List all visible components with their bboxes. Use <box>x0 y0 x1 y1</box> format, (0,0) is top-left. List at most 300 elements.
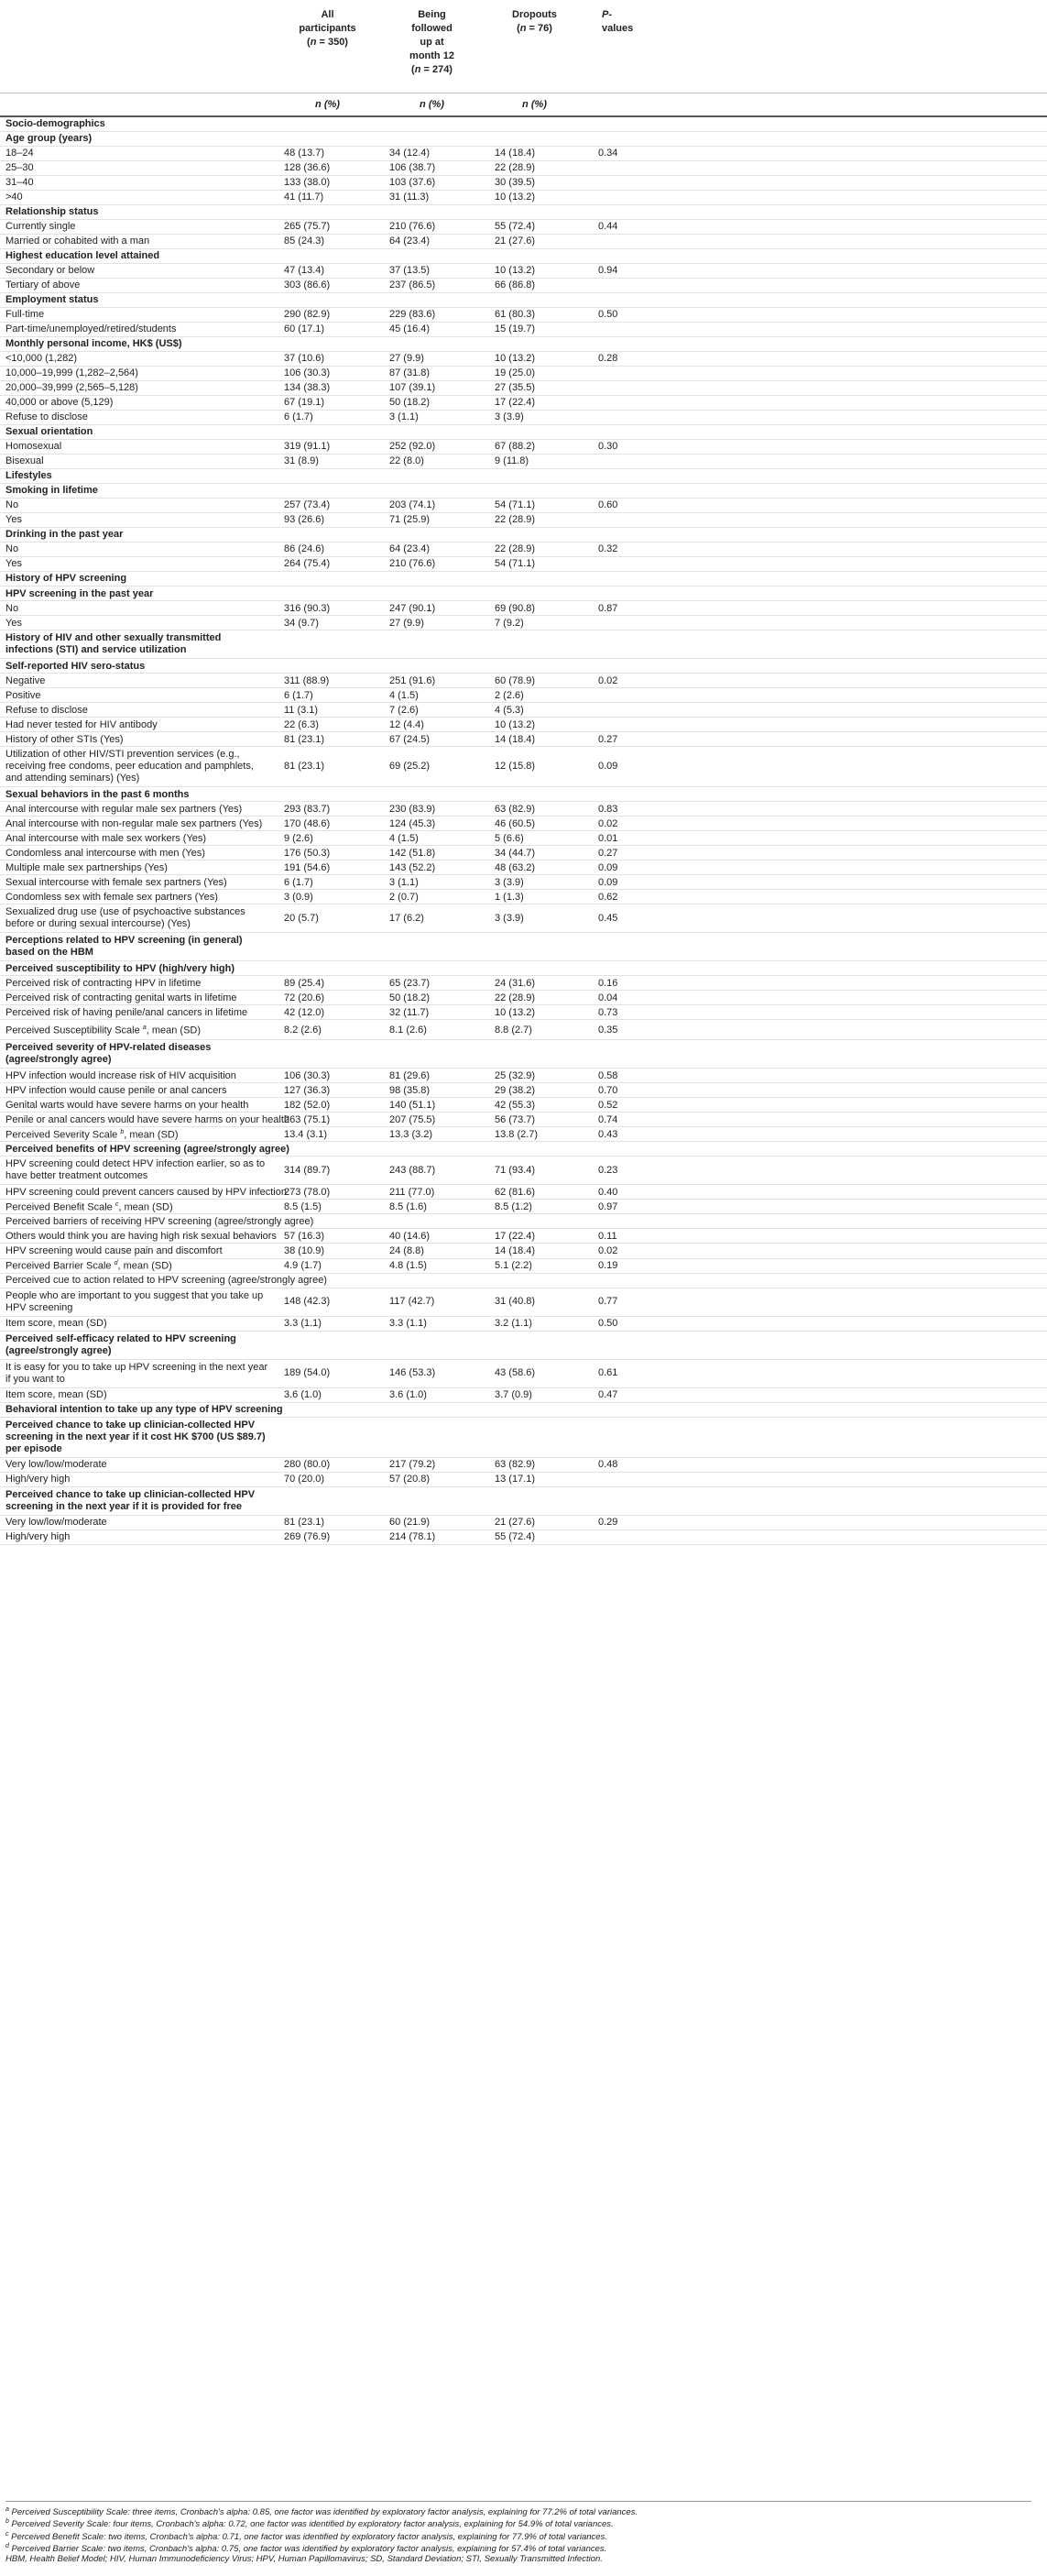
count-cell: 7 (9.2) <box>484 616 583 630</box>
table-row <box>0 146 1047 160</box>
count-cell: 4.8 (1.5) <box>378 1258 484 1273</box>
count-cell <box>378 1417 484 1457</box>
table-row <box>0 1214 1047 1229</box>
count-cell: 6 (1.7) <box>275 875 378 890</box>
row-label-text: Highest education level attained <box>5 250 160 262</box>
row-label-text: Item score, mean (SD) <box>5 1318 107 1330</box>
p-value-cell <box>583 292 1047 307</box>
footnote <box>5 2542 1031 2554</box>
count-cell: 24 (8.8) <box>378 1244 484 1258</box>
table-row <box>0 278 1047 292</box>
count-cell: 8.5 (1.6) <box>378 1200 484 1214</box>
count-cell: 230 (83.9) <box>378 802 484 817</box>
count-cell: 13 (17.1) <box>484 1472 583 1486</box>
count-cell: 37 (10.6) <box>275 351 378 366</box>
section-header-row <box>0 630 1047 659</box>
p-value-cell <box>583 1417 1047 1457</box>
p-value-cell <box>583 336 1047 351</box>
table-row <box>0 831 1047 846</box>
p-value-cell: 0.45 <box>583 904 1047 933</box>
p-value-cell <box>583 703 1047 718</box>
p-value-cell: 0.48 <box>583 1457 1047 1472</box>
p-value-cell <box>583 961 1047 976</box>
row-label <box>0 366 275 380</box>
count-cell: 269 (76.9) <box>275 1529 378 1544</box>
row-label-text: Anal intercourse with regular male sex partners (Yes) <box>5 803 243 815</box>
p-value-cell: 0.27 <box>583 732 1047 747</box>
count-cell: 34 (12.4) <box>378 146 484 160</box>
count-cell: 98 (35.8) <box>378 1083 484 1098</box>
row-label-text: Perceived chance to take up clinician-collected HPV screening in the next year if it is provided for free <box>5 1488 256 1512</box>
count-cell: 55 (72.4) <box>484 219 583 234</box>
count-cell: 3 (3.9) <box>484 410 583 424</box>
count-cell <box>378 586 484 601</box>
row-label-text: Sexualized drug use (use of psychoactive substances before or during sexual intercourse) (Yes) <box>5 906 245 930</box>
count-cell: 34 (44.7) <box>484 846 583 860</box>
row-label-text: 31–40 <box>5 177 34 189</box>
count-cell: 67 (19.1) <box>275 395 378 410</box>
p-value-cell <box>583 688 1047 703</box>
count-cell: 107 (39.1) <box>378 380 484 395</box>
p-value-cell: 0.11 <box>583 1229 1047 1244</box>
count-cell: 17 (22.4) <box>484 1229 583 1244</box>
header-p-values: P- values <box>602 9 634 34</box>
count-cell: 5.1 (2.2) <box>484 1258 583 1273</box>
row-label <box>0 190 275 204</box>
count-cell <box>378 131 484 146</box>
footnote-marker: a <box>5 2506 9 2513</box>
count-cell: 29 (38.2) <box>484 1083 583 1098</box>
count-cell: 134 (38.3) <box>275 380 378 395</box>
row-label <box>0 1486 275 1515</box>
row-label-text: Refuse to disclose <box>5 704 88 716</box>
table-row <box>0 846 1047 860</box>
count-cell <box>275 1142 378 1156</box>
count-cell: 63 (82.9) <box>484 1457 583 1472</box>
row-label-suffix: , mean (SD) <box>124 1129 179 1141</box>
table-header <box>0 0 1047 116</box>
count-cell <box>378 787 484 802</box>
p-value-cell: 0.16 <box>583 976 1047 991</box>
row-label-text: Part-time/unemployed/retired/students <box>5 323 177 335</box>
section-header-row <box>0 1486 1047 1515</box>
table-row <box>0 1020 1047 1040</box>
count-cell: 30 (39.5) <box>484 175 583 190</box>
row-label-text: Sexual behaviors in the past 6 months <box>5 788 190 800</box>
count-cell <box>275 248 378 263</box>
row-label <box>0 263 275 278</box>
section-header-row <box>0 204 1047 219</box>
row-label-text: Full-time <box>5 309 45 321</box>
row-label-text: HPV screening could detect HPV infection earlier, so as to have better treatment outcomes <box>5 1158 266 1182</box>
footnote-marker: a <box>142 1024 147 1031</box>
count-cell: 4 (1.5) <box>378 688 484 703</box>
count-cell: 50 (18.2) <box>378 395 484 410</box>
count-cell <box>275 1486 378 1515</box>
row-label-text: 18–24 <box>5 148 34 159</box>
row-label <box>0 718 275 732</box>
footnote <box>5 2517 1031 2529</box>
count-cell <box>484 1142 583 1156</box>
p-value-cell: 0.50 <box>583 307 1047 322</box>
count-cell: 9 (2.6) <box>275 831 378 846</box>
row-label <box>0 1273 327 1288</box>
row-label-text: Very low/low/moderate <box>5 1459 107 1471</box>
table-row <box>0 454 1047 468</box>
count-cell: 21 (27.6) <box>484 234 583 248</box>
row-label-text: Perceived Benefit Scale <box>5 1201 113 1213</box>
count-cell: 81 (23.1) <box>275 747 378 787</box>
count-cell: 22 (28.9) <box>484 991 583 1005</box>
count-cell: 142 (51.8) <box>378 846 484 860</box>
table-row <box>0 1316 1047 1331</box>
table-row <box>0 1258 1047 1273</box>
footnote-marker: d <box>114 1259 118 1266</box>
count-cell <box>378 1273 484 1288</box>
row-label-text: Perceived self-efficacy related to HPV screening (agree/strongly agree) <box>5 1332 236 1356</box>
row-label-text: Relationship status <box>5 206 99 218</box>
count-cell: 62 (81.6) <box>484 1185 583 1200</box>
row-label <box>0 831 275 846</box>
row-label-text: Monthly personal income, HK$ (US$) <box>5 338 182 350</box>
count-cell: 25 (32.9) <box>484 1069 583 1083</box>
p-value-cell: 0.43 <box>583 1127 1047 1142</box>
count-cell: 22 (28.9) <box>484 512 583 527</box>
row-label <box>0 674 275 688</box>
count-cell: 31 (11.3) <box>378 190 484 204</box>
table-row <box>0 1288 1047 1316</box>
row-label-text: Perceived severity of HPV-related diseases (agree/strongly agree) <box>5 1042 212 1066</box>
table-row <box>0 703 1047 718</box>
count-cell: 3.7 (0.9) <box>484 1387 583 1402</box>
row-label <box>0 395 275 410</box>
p-value-cell <box>583 718 1047 732</box>
row-label-text: Drinking in the past year <box>5 529 124 541</box>
count-cell <box>484 1402 583 1417</box>
p-value-cell <box>583 1331 1047 1359</box>
count-cell: 27 (35.5) <box>484 380 583 395</box>
row-label-text: Perceived Severity Scale <box>5 1129 118 1141</box>
row-label <box>0 1083 275 1098</box>
row-label <box>0 498 275 512</box>
count-cell: 56 (73.7) <box>484 1113 583 1127</box>
table-row <box>0 674 1047 688</box>
count-cell: 54 (71.1) <box>484 498 583 512</box>
row-label-text: Perceived chance to take up clinician-collected HPV screening in the next year if it cost HK $700 (US $89.7) per episode <box>5 1419 266 1454</box>
footnote-text: Perceived Barrier Scale: two items, Cronbach's alpha: 0.75, one factor was identified by exploratory factor analysis, explaining for 57.4% of total variances. <box>8 2544 607 2555</box>
footnote <box>5 2555 1031 2564</box>
row-label-text: Item score, mean (SD) <box>5 1389 107 1401</box>
p-value-cell <box>583 512 1047 527</box>
table-body <box>0 116 1047 1544</box>
count-cell <box>378 248 484 263</box>
row-label <box>0 688 275 703</box>
p-value-cell <box>583 204 1047 219</box>
table-row <box>0 875 1047 890</box>
row-label <box>0 424 275 439</box>
count-cell: 22 (6.3) <box>275 718 378 732</box>
p-value-cell: 0.19 <box>583 1258 1047 1273</box>
row-label <box>0 1020 275 1040</box>
count-cell: 3.6 (1.0) <box>275 1387 378 1402</box>
count-cell: 124 (45.3) <box>378 817 484 831</box>
p-value-cell <box>583 248 1047 263</box>
p-value-cell: 0.74 <box>583 1113 1047 1127</box>
p-value-cell: 0.02 <box>583 674 1047 688</box>
count-cell: 4 (1.5) <box>378 831 484 846</box>
p-value-cell <box>583 190 1047 204</box>
row-label-text: History of HIV and other sexually transmitted infections (STI) and service utilization <box>5 632 222 656</box>
count-cell <box>484 292 583 307</box>
count-cell: 60 (78.9) <box>484 674 583 688</box>
row-label-text: People who are important to you suggest that you take up HPV screening <box>5 1289 264 1313</box>
count-cell: 12 (15.8) <box>484 747 583 787</box>
p-value-cell <box>583 322 1047 336</box>
table-row <box>0 1515 1047 1529</box>
table-row <box>0 817 1047 831</box>
count-cell: 3 (1.1) <box>378 410 484 424</box>
row-label <box>0 1417 275 1457</box>
count-cell <box>378 292 484 307</box>
count-cell: 3 (3.9) <box>484 875 583 890</box>
row-label <box>0 219 275 234</box>
row-label-text: No <box>5 602 19 614</box>
count-cell: 191 (54.6) <box>275 860 378 875</box>
row-label <box>0 1529 275 1544</box>
row-label <box>0 322 275 336</box>
count-cell <box>275 1417 378 1457</box>
count-cell: 17 (22.4) <box>484 395 583 410</box>
count-cell: 48 (63.2) <box>484 860 583 875</box>
table-row <box>0 395 1047 410</box>
count-cell: 45 (16.4) <box>378 322 484 336</box>
count-cell: 57 (20.8) <box>378 1472 484 1486</box>
count-cell: 37 (13.5) <box>378 263 484 278</box>
row-label <box>0 468 275 483</box>
count-cell: 20 (5.7) <box>275 904 378 933</box>
row-label <box>0 204 275 219</box>
count-cell <box>484 933 583 961</box>
p-value-cell <box>583 380 1047 395</box>
p-value-cell: 0.27 <box>583 846 1047 860</box>
count-cell: 8.5 (1.2) <box>484 1200 583 1214</box>
count-cell: 2 (0.7) <box>378 890 484 904</box>
p-value-cell: 0.62 <box>583 890 1047 904</box>
table-row <box>0 380 1047 395</box>
row-label <box>0 131 275 146</box>
table-row <box>0 512 1047 527</box>
row-label-suffix: , mean (SD) <box>118 1201 173 1213</box>
section-header-row <box>0 933 1047 961</box>
table-row <box>0 1387 1047 1402</box>
row-label-text: Sexual orientation <box>5 426 93 438</box>
count-cell: 81 (23.1) <box>275 732 378 747</box>
row-label <box>0 1185 287 1200</box>
count-cell <box>378 527 484 542</box>
footnote-text: Perceived Severity Scale: four items, Cronbach's alpha: 0.72, one factor was identified by exploratory factor analysis, explaining for 54.9% of total variances. <box>8 2519 614 2530</box>
row-label-text: Married or cohabited with a man <box>5 236 150 247</box>
row-label <box>0 846 275 860</box>
count-cell: 60 (21.9) <box>378 1515 484 1529</box>
count-cell: 3 (3.9) <box>484 904 583 933</box>
count-cell <box>484 787 583 802</box>
row-label <box>0 904 275 933</box>
row-label-text: Positive <box>5 689 41 701</box>
p-value-cell <box>583 1214 1047 1229</box>
section-header-row <box>0 468 1047 483</box>
row-label <box>0 1113 290 1127</box>
row-label-text: Homosexual <box>5 441 62 453</box>
row-label <box>0 410 275 424</box>
p-value-cell <box>583 586 1047 601</box>
count-cell: 5 (6.6) <box>484 831 583 846</box>
count-cell: 189 (54.0) <box>275 1359 378 1387</box>
row-label-text: Perceived cue to action related to HPV screening (agree/strongly agree) <box>5 1275 327 1287</box>
row-label <box>0 1288 275 1316</box>
count-cell: 12 (4.4) <box>378 718 484 732</box>
p-value-cell: 0.94 <box>583 263 1047 278</box>
table-row <box>0 1083 1047 1098</box>
count-cell: 210 (76.6) <box>378 219 484 234</box>
table-row <box>0 616 1047 630</box>
count-cell <box>484 424 583 439</box>
p-value-cell <box>583 454 1047 468</box>
count-cell <box>275 1040 378 1069</box>
count-cell: 66 (86.8) <box>484 278 583 292</box>
header-col-label <box>0 0 275 93</box>
count-cell: 61 (80.3) <box>484 307 583 322</box>
section-header-row <box>0 571 1047 586</box>
count-cell <box>484 336 583 351</box>
count-cell: 67 (88.2) <box>484 439 583 454</box>
row-label-text: Refuse to disclose <box>5 411 88 423</box>
count-cell: 8.1 (2.6) <box>378 1020 484 1040</box>
p-value-cell: 0.44 <box>583 219 1047 234</box>
row-label <box>0 1069 275 1083</box>
row-label <box>0 439 275 454</box>
row-label-text: HPV infection would increase risk of HIV acquisition <box>5 1069 236 1081</box>
row-label-text: Utilization of other HIV/STI prevention services (e.g., receiving free condoms, peer education and pamphlets, and attending seminars) (Yes) <box>5 749 254 784</box>
count-cell: 106 (30.3) <box>275 1069 378 1083</box>
count-cell: 176 (50.3) <box>275 846 378 860</box>
p-value-cell: 0.83 <box>583 802 1047 817</box>
count-cell: 34 (9.7) <box>275 616 378 630</box>
row-label <box>0 483 275 498</box>
row-label <box>0 160 275 175</box>
count-cell: 273 (78.0) <box>275 1185 378 1200</box>
row-label-text: Yes <box>5 617 22 629</box>
count-cell <box>484 116 583 131</box>
count-cell: 237 (86.5) <box>378 278 484 292</box>
row-label <box>0 732 275 747</box>
count-cell: 210 (76.6) <box>378 556 484 571</box>
row-label <box>0 1005 275 1020</box>
row-label-text: Socio-demographics <box>5 118 105 130</box>
count-cell <box>275 586 378 601</box>
row-label <box>0 1457 275 1472</box>
table-row <box>0 366 1047 380</box>
row-label <box>0 817 275 831</box>
row-label-text: Sexual intercourse with female sex partners (Yes) <box>5 876 227 888</box>
count-cell: 40 (14.6) <box>378 1229 484 1244</box>
p-value-cell: 0.52 <box>583 1098 1047 1113</box>
row-label-text: 40,000 or above (5,129) <box>5 397 114 409</box>
count-cell <box>275 527 378 542</box>
row-label-text: High/very high <box>5 1531 71 1543</box>
row-label-text: Genital warts would have severe harms on your health <box>5 1099 249 1111</box>
row-label-text: Age group (years) <box>5 133 93 145</box>
row-label <box>0 802 275 817</box>
count-cell: 64 (23.4) <box>378 542 484 556</box>
count-cell <box>378 1040 484 1069</box>
row-label-text: HPV screening would cause pain and discomfort <box>5 1244 223 1256</box>
count-cell <box>275 571 378 586</box>
count-cell: 128 (36.6) <box>275 160 378 175</box>
count-cell <box>484 131 583 146</box>
row-label <box>0 976 275 991</box>
count-cell: 31 (40.8) <box>484 1288 583 1316</box>
footnote-text: Perceived Susceptibility Scale: three items, Cronbach's alpha: 0.85, one factor was identified by exploratory factor analysis, explaining for 77.2% of total variances. <box>8 2507 638 2518</box>
p-value-cell: 0.58 <box>583 1069 1047 1083</box>
count-cell <box>484 527 583 542</box>
footnote-marker: d <box>5 2543 9 2550</box>
footnote <box>5 2505 1031 2517</box>
count-cell: 8.5 (1.5) <box>275 1200 378 1214</box>
table-row <box>0 219 1047 234</box>
row-label-text: Yes <box>5 558 22 570</box>
count-cell <box>484 586 583 601</box>
table-row <box>0 802 1047 817</box>
p-value-cell <box>583 366 1047 380</box>
p-value-cell: 0.28 <box>583 351 1047 366</box>
count-cell: 3.6 (1.0) <box>378 1387 484 1402</box>
count-cell: 60 (17.1) <box>275 322 378 336</box>
row-label <box>0 703 275 718</box>
count-cell: 2 (2.6) <box>484 688 583 703</box>
table-row <box>0 991 1047 1005</box>
subheader-all: n (%) <box>275 93 378 117</box>
row-label-text: Perceived risk of having penile/anal cancers in lifetime <box>5 1006 248 1018</box>
p-value-cell: 0.09 <box>583 747 1047 787</box>
count-cell <box>378 1331 484 1359</box>
row-label <box>0 875 275 890</box>
count-cell: 170 (48.6) <box>275 817 378 831</box>
count-cell: 81 (23.1) <box>275 1515 378 1529</box>
count-cell <box>378 468 484 483</box>
count-cell: 22 (28.9) <box>484 160 583 175</box>
count-cell: 10 (13.2) <box>484 1005 583 1020</box>
p-value-cell <box>583 933 1047 961</box>
row-label-text: Tertiary of above <box>5 280 81 291</box>
count-cell: 127 (36.3) <box>275 1083 378 1098</box>
table-row <box>0 1244 1047 1258</box>
row-label-text: HPV screening could prevent cancers caused by HPV infection <box>5 1186 287 1198</box>
count-cell: 3 (1.1) <box>378 875 484 890</box>
count-cell: 140 (51.1) <box>378 1098 484 1113</box>
count-cell: 319 (91.1) <box>275 439 378 454</box>
section-header-row <box>0 787 1047 802</box>
count-cell <box>378 1486 484 1515</box>
row-label-text: Perceived benefits of HPV screening (agree/strongly agree) <box>5 1143 289 1155</box>
section-header-row <box>0 1142 1047 1156</box>
p-value-cell <box>583 1486 1047 1515</box>
count-cell: 46 (60.5) <box>484 817 583 831</box>
table-row <box>0 498 1047 512</box>
count-cell <box>378 1142 484 1156</box>
count-cell: 143 (52.2) <box>378 860 484 875</box>
p-value-cell <box>583 131 1047 146</box>
p-value-cell <box>583 1040 1047 1069</box>
